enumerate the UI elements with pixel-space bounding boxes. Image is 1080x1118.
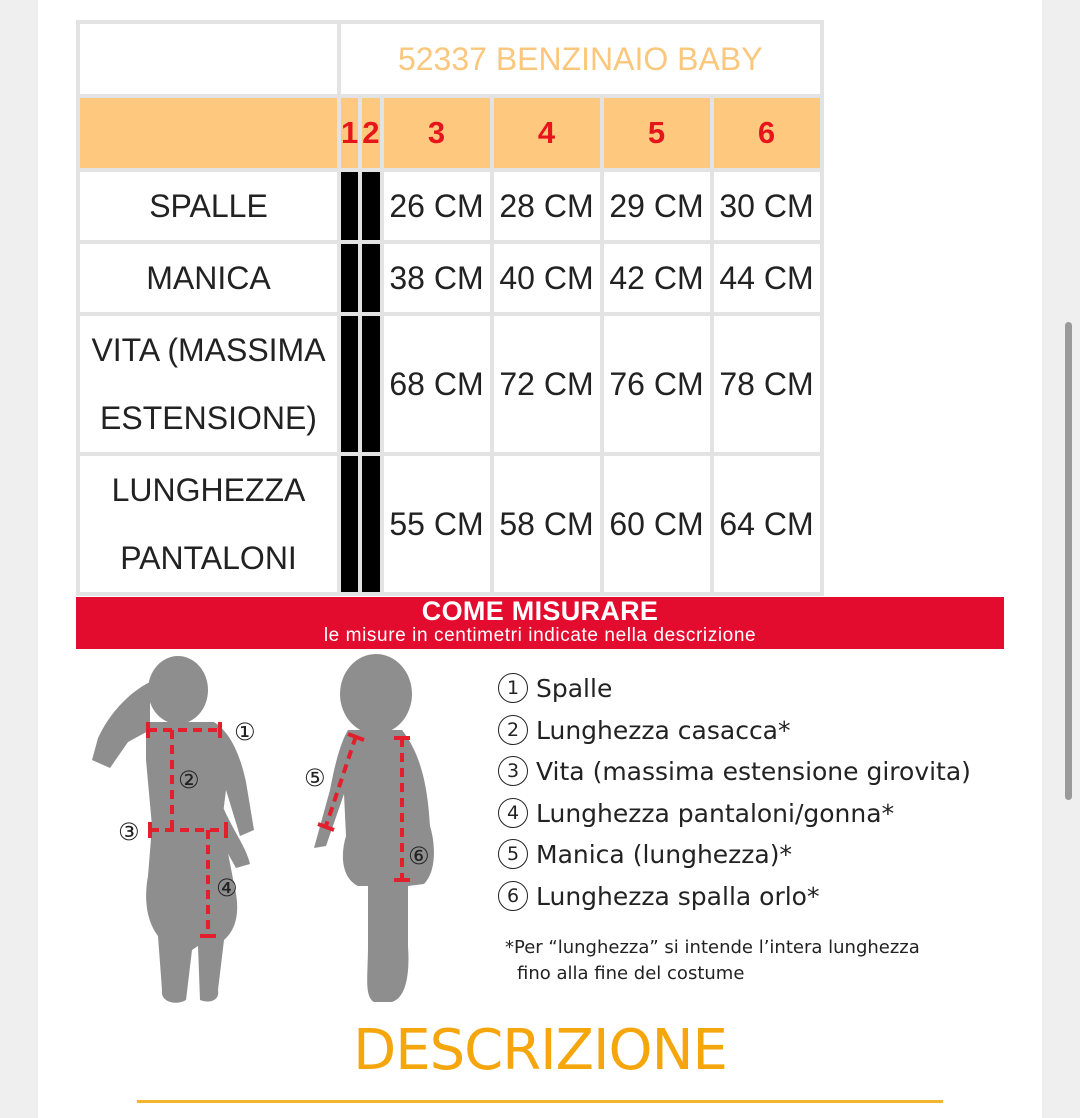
- measurement-cell: 30 CM: [714, 172, 820, 240]
- measurement-cell: 55 CM: [384, 456, 490, 592]
- marker-4: ④: [216, 874, 238, 902]
- scrollbar[interactable]: [1065, 322, 1072, 800]
- marker-2: ②: [178, 766, 200, 794]
- legend-number: 6: [498, 881, 528, 911]
- redacted-cell: [341, 244, 358, 312]
- marker-1: ①: [234, 718, 256, 746]
- row-label-manica: MANICA: [80, 244, 337, 312]
- measurement-cell: 40 CM: [494, 244, 600, 312]
- redacted-cell: [341, 172, 358, 240]
- how-to-measure-banner: [76, 597, 1004, 649]
- row-label-line: LUNGHEZZA: [111, 472, 306, 508]
- measurement-cell: 78 CM: [714, 316, 820, 452]
- measurement-cell: 28 CM: [494, 172, 600, 240]
- legend-text: Lunghezza casacca*: [536, 715, 791, 745]
- measurement-cell: 26 CM: [384, 172, 490, 240]
- redacted-cell: [362, 172, 379, 240]
- size-header-lead: [80, 98, 337, 168]
- marker-5: ⑤: [304, 764, 326, 792]
- size-1-header: 1: [341, 98, 358, 168]
- measurement-cell: 38 CM: [384, 244, 490, 312]
- table-row: [80, 456, 820, 592]
- table-row: [80, 172, 820, 240]
- redacted-cell: [341, 316, 358, 452]
- how-to-measure-subtitle: le misure in centimetri indicate nella descrizione: [323, 625, 757, 646]
- measurement-cell: 72 CM: [494, 316, 600, 452]
- row-label-line: VITA (MASSIMA: [91, 332, 326, 368]
- measurement-cell: 68 CM: [384, 316, 490, 452]
- size-2-header: 2: [362, 98, 379, 168]
- legend-item: [498, 668, 971, 710]
- row-label-spalle: SPALLE: [80, 172, 337, 240]
- legend-number: 5: [498, 839, 528, 869]
- row-label-line: PANTALONI: [120, 540, 297, 576]
- legend-item: [498, 876, 971, 918]
- measurement-cell: 64 CM: [714, 456, 820, 592]
- measurement-figures: [90, 650, 450, 1010]
- measurement-cell: 44 CM: [714, 244, 820, 312]
- size-table: [76, 20, 824, 596]
- legend-item: [498, 793, 971, 835]
- legend-text: Spalle: [536, 674, 613, 703]
- footnote-line: fino alla fine del costume: [517, 963, 745, 984]
- redacted-cell: [362, 316, 379, 452]
- redacted-cell: [362, 244, 379, 312]
- legend-item: [498, 751, 971, 793]
- size-header-row: [80, 98, 820, 168]
- footnote-line: *Per “lunghezza” si intende l’intera lunghezza: [505, 937, 920, 958]
- redacted-cell: [341, 456, 358, 592]
- measurement-cell: 76 CM: [604, 316, 710, 452]
- row-label-lunghezza: [80, 456, 337, 592]
- table-title: 52337 BENZINAIO BABY: [341, 24, 820, 94]
- row-label-vita: [80, 316, 337, 452]
- marker-6: ⑥: [408, 842, 430, 870]
- table-row: [80, 244, 820, 312]
- legend-item: [498, 834, 971, 876]
- table-row: [80, 316, 820, 452]
- redacted-cell: [362, 456, 379, 592]
- legend-number: 4: [498, 798, 528, 828]
- legend-item: [498, 710, 971, 752]
- size-5-header: 5: [604, 98, 710, 168]
- legend-number: 1: [498, 673, 528, 703]
- row-label-line: ESTENSIONE): [100, 400, 317, 436]
- table-title-row: [80, 24, 820, 94]
- description-heading: DESCRIZIONE: [353, 1018, 727, 1083]
- measurement-cell: 60 CM: [604, 456, 710, 592]
- size-3-header: 3: [384, 98, 490, 168]
- table-corner-cell: [80, 24, 337, 94]
- length-footnote: [505, 935, 920, 987]
- measurement-cell: 58 CM: [494, 456, 600, 592]
- measurement-cell: 29 CM: [604, 172, 710, 240]
- size-6-header: 6: [714, 98, 820, 168]
- legend-number: 3: [498, 756, 528, 786]
- size-4-header: 4: [494, 98, 600, 168]
- heading-underline: [137, 1100, 943, 1103]
- legend-text: Vita (massima estensione girovita): [536, 757, 971, 786]
- legend-text: Manica (lunghezza)*: [536, 840, 792, 869]
- how-to-measure-title: COME MISURARE: [421, 596, 659, 626]
- measurement-cell: 42 CM: [604, 244, 710, 312]
- legend-text: Lunghezza pantaloni/gonna*: [536, 798, 895, 828]
- legend-text: Lunghezza spalla orlo*: [536, 881, 820, 911]
- marker-3: ③: [118, 818, 140, 846]
- legend-number: 2: [498, 715, 528, 745]
- measurement-legend: [498, 668, 971, 917]
